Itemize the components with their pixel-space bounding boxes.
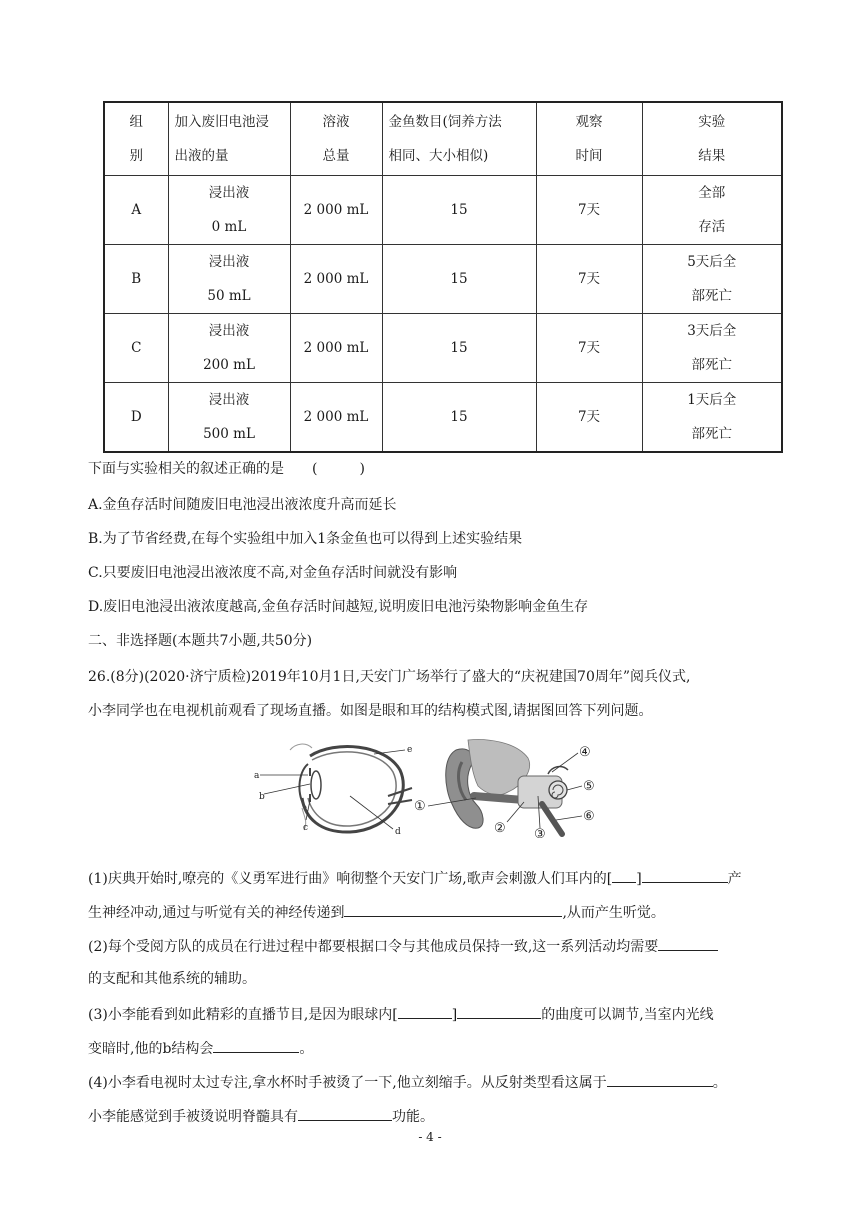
answer-blank[interactable]: [213, 1036, 299, 1053]
cell-total: 2 000 mL: [290, 244, 382, 313]
ear-label-1: ①: [414, 799, 426, 814]
option-b: B.为了节省经费,在每个实验组中加入1条金鱼也可以得到上述实验结果: [88, 531, 523, 547]
cell-total: 2 000 mL: [290, 313, 382, 382]
cell-amount: 浸出液 500 mL: [168, 382, 290, 452]
header-group: 组 别: [104, 102, 168, 175]
cell-amount: 浸出液 50 mL: [168, 244, 290, 313]
header-total: 溶液 总量: [290, 102, 382, 175]
header-fish: 金鱼数目(饲养方法 相同、大小相似): [382, 102, 536, 175]
answer-blank[interactable]: [344, 900, 562, 917]
cell-group: A: [104, 175, 168, 244]
cell-time: 7天: [536, 313, 642, 382]
table-row: [104, 175, 782, 244]
cell-group: C: [104, 313, 168, 382]
cell-group: B: [104, 244, 168, 313]
cell-result: 5天后全 部死亡: [642, 244, 782, 313]
answer-blank[interactable]: [607, 1070, 713, 1087]
answer-blank[interactable]: [658, 934, 718, 951]
eye-label-a: a: [254, 771, 260, 781]
q26-line1: 26.(8分)(2020·济宁质检)2019年10月1日,天安门广场举行了盛大的“庆祝建国70周年”阅兵仪式,: [88, 669, 691, 685]
ear-diagram: [412, 738, 612, 838]
option-a: A.金鱼存活时间随废旧电池浸出液浓度升高而延长: [88, 497, 397, 513]
cell-time: 7天: [536, 175, 642, 244]
cell-result: 1天后全 部死亡: [642, 382, 782, 452]
ear-label-2: ②: [494, 821, 506, 836]
ear-label-5: ⑤: [583, 779, 595, 794]
option-d: D.废旧电池浸出液浓度越高,金鱼存活时间越短,说明废旧电池污染物影响金鱼生存: [88, 599, 589, 615]
answer-blank[interactable]: [398, 1002, 452, 1019]
experiment-table: [103, 101, 783, 453]
cell-amount: 浸出液 200 mL: [168, 313, 290, 382]
table-row: [104, 244, 782, 313]
table-header-row: [104, 102, 782, 175]
eye-label-e: e: [407, 745, 413, 755]
sub-question-4-line2: 小李能感觉到手被烫说明脊髓具有 功能。: [88, 1104, 434, 1126]
eye-label-b: b: [259, 792, 265, 802]
cell-total: 2 000 mL: [290, 175, 382, 244]
cell-time: 7天: [536, 244, 642, 313]
table-row: [104, 382, 782, 452]
answer-blank[interactable]: [457, 1002, 541, 1019]
answer-blank[interactable]: [612, 866, 636, 883]
cell-fish: 15: [382, 175, 536, 244]
answer-blank[interactable]: [642, 866, 728, 883]
cell-result: 全部 存活: [642, 175, 782, 244]
sub-question-4-line1: (4)小李看电视时太过专注,拿水杯时手被烫了一下,他立刻缩手。从反射类型看这属于 。: [88, 1070, 727, 1092]
question-stem: 下面与实验相关的叙述正确的是 ( ): [88, 461, 365, 477]
sub-question-2-line1: (2)每个受阅方队的成员在行进过程中都要根据口令与其他成员保持一致,这一系列活动均需要: [88, 934, 718, 956]
section-heading: 二、非选择题(本题共7小题,共50分): [88, 633, 313, 649]
cell-fish: 15: [382, 313, 536, 382]
ear-label-3: ③: [534, 827, 546, 838]
eye-label-c: c: [303, 823, 309, 833]
header-result: 实验 结果: [642, 102, 782, 175]
sub-question-2-line2: 的支配和其他系统的辅助。: [88, 971, 256, 987]
cell-total: 2 000 mL: [290, 382, 382, 452]
header-amount: 加入废旧电池浸 出液的量: [168, 102, 290, 175]
ear-label-4: ④: [579, 745, 591, 760]
cell-fish: 15: [382, 382, 536, 452]
sub-question-3-line1: (3)小李能看到如此精彩的直播节目,是因为眼球内[ ] 的曲度可以调节,当室内光线: [88, 1002, 714, 1024]
cell-fish: 15: [382, 244, 536, 313]
cell-group: D: [104, 382, 168, 452]
cell-result: 3天后全 部死亡: [642, 313, 782, 382]
sub-question-1-line2: 生神经冲动,通过与听觉有关的神经传递到 ,从而产生听觉。: [88, 900, 665, 922]
eye-diagram: [250, 738, 420, 838]
cell-time: 7天: [536, 382, 642, 452]
q26-line2: 小李同学也在电视机前观看了现场直播。如图是眼和耳的结构模式图,请据图回答下列问题。: [88, 703, 653, 719]
eye-label-d: d: [395, 827, 401, 837]
option-c: C.只要废旧电池浸出液浓度不高,对金鱼存活时间就没有影响: [88, 565, 458, 581]
page-number: - 4 -: [418, 1130, 442, 1144]
ear-label-6: ⑥: [583, 809, 595, 824]
cell-amount: 浸出液 0 mL: [168, 175, 290, 244]
sub-question-1-line1: (1)庆典开始时,嘹亮的《义勇军进行曲》响彻整个天安门广场,歌声会刺激人们耳内的[ ] 产: [88, 866, 742, 888]
sub-question-3-line2: 变暗时,他的b结构会 。: [88, 1036, 313, 1058]
header-time: 观察 时间: [536, 102, 642, 175]
table-row: [104, 313, 782, 382]
answer-blank[interactable]: [298, 1104, 392, 1121]
